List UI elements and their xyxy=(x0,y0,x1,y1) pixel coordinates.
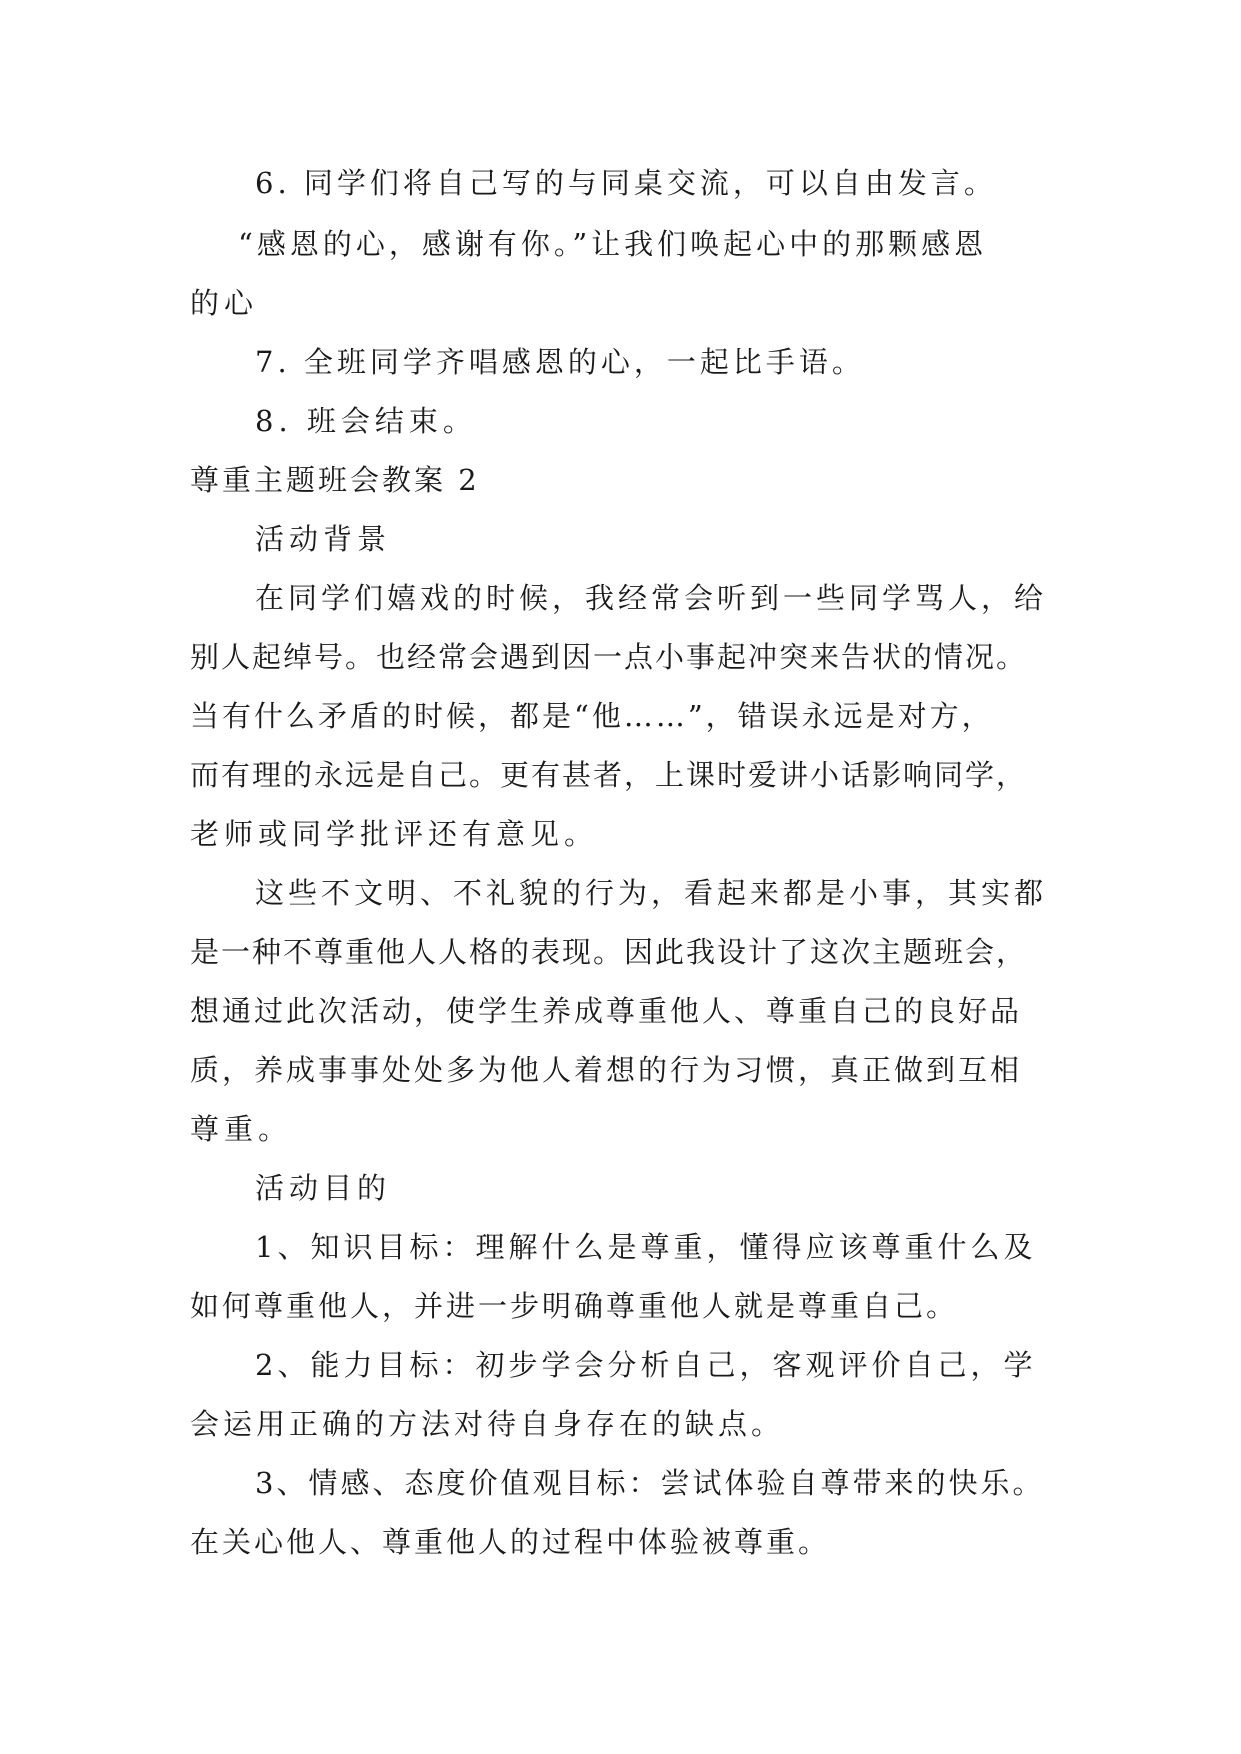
paragraph-line: 6. 同学们将自己写的与同桌交流，可以自由发言。 xyxy=(255,166,997,200)
paragraph-line: 质，养成事事处处多为他人着想的行为习惯，真正做到互相 xyxy=(190,1053,1023,1087)
paragraph-line: 如何尊重他人，并进一步明确尊重他人就是尊重自己。 xyxy=(190,1289,959,1323)
subheading: 活动背景 xyxy=(255,522,392,556)
paragraph-line: 想通过此次活动，使学生养成尊重他人、尊重自己的良好品 xyxy=(190,994,1023,1028)
paragraph-line: 老师或同学批评还有意见。 xyxy=(190,817,599,851)
paragraph-line: 是一种不尊重他人人格的表现。因此我设计了这次主题班会， xyxy=(190,935,1028,969)
paragraph-line: 当有什么矛盾的时候，都是“他……”，错误永远是对方， xyxy=(190,699,994,733)
paragraph-line: 2、能力目标：初步学会分析自己，客观评价自己，学 xyxy=(255,1348,1037,1382)
paragraph-line: 8. 班会结束。 xyxy=(255,404,477,438)
paragraph-line: 在关心他人、尊重他人的过程中体验被尊重。 xyxy=(190,1525,831,1559)
section-heading: 尊重主题班会教案 2 xyxy=(190,463,480,497)
paragraph-line: 别人起绰号。也经常会遇到因一点小事起冲突来告状的情况。 xyxy=(190,640,1028,674)
paragraph-line: 会运用正确的方法对待自身存在的缺点。 xyxy=(190,1407,785,1441)
subheading: 活动目的 xyxy=(255,1171,392,1205)
paragraph-line: “感恩的心，感谢有你。”让我们唤起心中的那颗感恩 xyxy=(238,227,988,261)
paragraph-line: 这些不文明、不礼貌的行为，看起来都是小事，其实都 xyxy=(255,876,1048,910)
paragraph-line: 1、知识目标：理解什么是尊重，懂得应该尊重什么及 xyxy=(255,1230,1037,1264)
paragraph-line: 3、情感、态度价值观目标：尝试体验自尊带来的快乐。 xyxy=(255,1466,1045,1500)
paragraph-line: 在同学们嬉戏的时候，我经常会听到一些同学骂人，给 xyxy=(255,581,1048,615)
paragraph-line: 而有理的永远是自己。更有甚者，上课时爱讲小话影响同学， xyxy=(190,758,1028,792)
paragraph-line: 的心 xyxy=(190,286,259,320)
paragraph-line: 尊重。 xyxy=(190,1112,293,1146)
paragraph-line: 7. 全班同学齐唱感恩的心，一起比手语。 xyxy=(255,345,865,379)
